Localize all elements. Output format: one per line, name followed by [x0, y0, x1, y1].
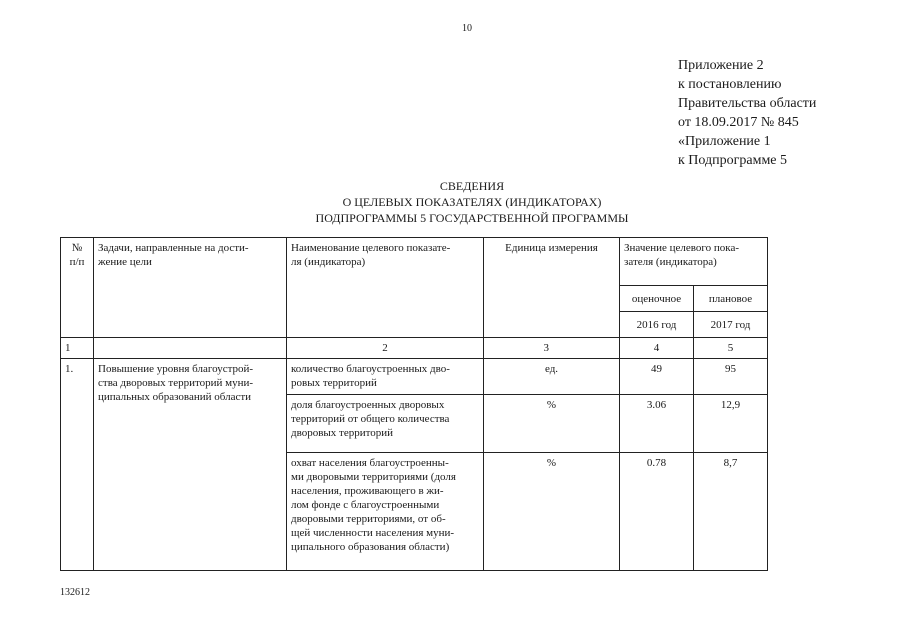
- heading-line: СВЕДЕНИЯ: [439, 179, 505, 193]
- header-year-2016: 2016 год: [620, 312, 694, 338]
- header-indicator: Наименование целевого показате- ля (индикатора): [287, 238, 484, 338]
- header-value: Значение целевого пока- зателя (индикатора): [620, 238, 768, 286]
- indicator-name: охват населения благоустроенны- ми дворовыми территориями (доля населения, проживающего в жи- лом фонде с благоустроенными дворовыми территориями, от об- щей численности населения муни- ципального образования области): [287, 453, 484, 571]
- unit-cell: %: [484, 395, 620, 453]
- colnum-3: 3: [484, 338, 620, 359]
- task-text: Повышение уровня благоустрой- ства дворовых территорий муни- ципальных образований области: [94, 359, 287, 571]
- indicator-name: доля благоустроенных дворовых территорий от общего количества дворовых территорий: [287, 395, 484, 453]
- colnum-1: 1: [61, 338, 94, 359]
- appendix-line: Приложение 2: [678, 58, 764, 73]
- colnum-empty: [94, 338, 287, 359]
- page-number: 10: [462, 23, 472, 34]
- appendix-line: к постановлению: [678, 77, 782, 92]
- value-2017: 12,9: [694, 395, 768, 453]
- colnum-2: 2: [287, 338, 484, 359]
- header-year-2017: 2017 год: [694, 312, 768, 338]
- colnum-5: 5: [694, 338, 768, 359]
- value-2017: 8,7: [694, 453, 768, 571]
- appendix-line: Правительства области: [678, 96, 817, 111]
- value-2016: 3.06: [620, 395, 694, 453]
- document-heading: [230, 178, 714, 226]
- table-row: [61, 359, 768, 395]
- appendix-line: «Приложение 1: [678, 134, 771, 149]
- value-2017: 95: [694, 359, 768, 395]
- appendix-line: от 18.09.2017 № 845: [678, 115, 799, 130]
- appendix-block: [678, 56, 878, 170]
- appendix-line: к Подпрограмме 5: [678, 153, 788, 168]
- header-estimated: оценочное: [620, 286, 694, 312]
- indicator-name: количество благоустроенных дво- ровых территорий: [287, 359, 484, 395]
- unit-cell: ед.: [484, 359, 620, 395]
- value-2016: 49: [620, 359, 694, 395]
- header-planned: плановое: [694, 286, 768, 312]
- footer-code: 132612: [60, 587, 90, 598]
- unit-cell: %: [484, 453, 620, 571]
- header-unit: Единица измерения: [484, 238, 620, 338]
- colnum-4: 4: [620, 338, 694, 359]
- task-number: 1.: [61, 359, 94, 571]
- indicators-table: [60, 237, 768, 571]
- header-tasks: Задачи, направленные на дости- жение цели: [94, 238, 287, 338]
- heading-line: ПОДПРОГРАММЫ 5 ГОСУДАРСТВЕННОЙ ПРОГРАММЫ: [315, 211, 629, 225]
- value-2016: 0.78: [620, 453, 694, 571]
- heading-line: О ЦЕЛЕВЫХ ПОКАЗАТЕЛЯХ (ИНДИКАТОРАХ): [342, 195, 602, 209]
- header-num: № п/п: [61, 238, 94, 338]
